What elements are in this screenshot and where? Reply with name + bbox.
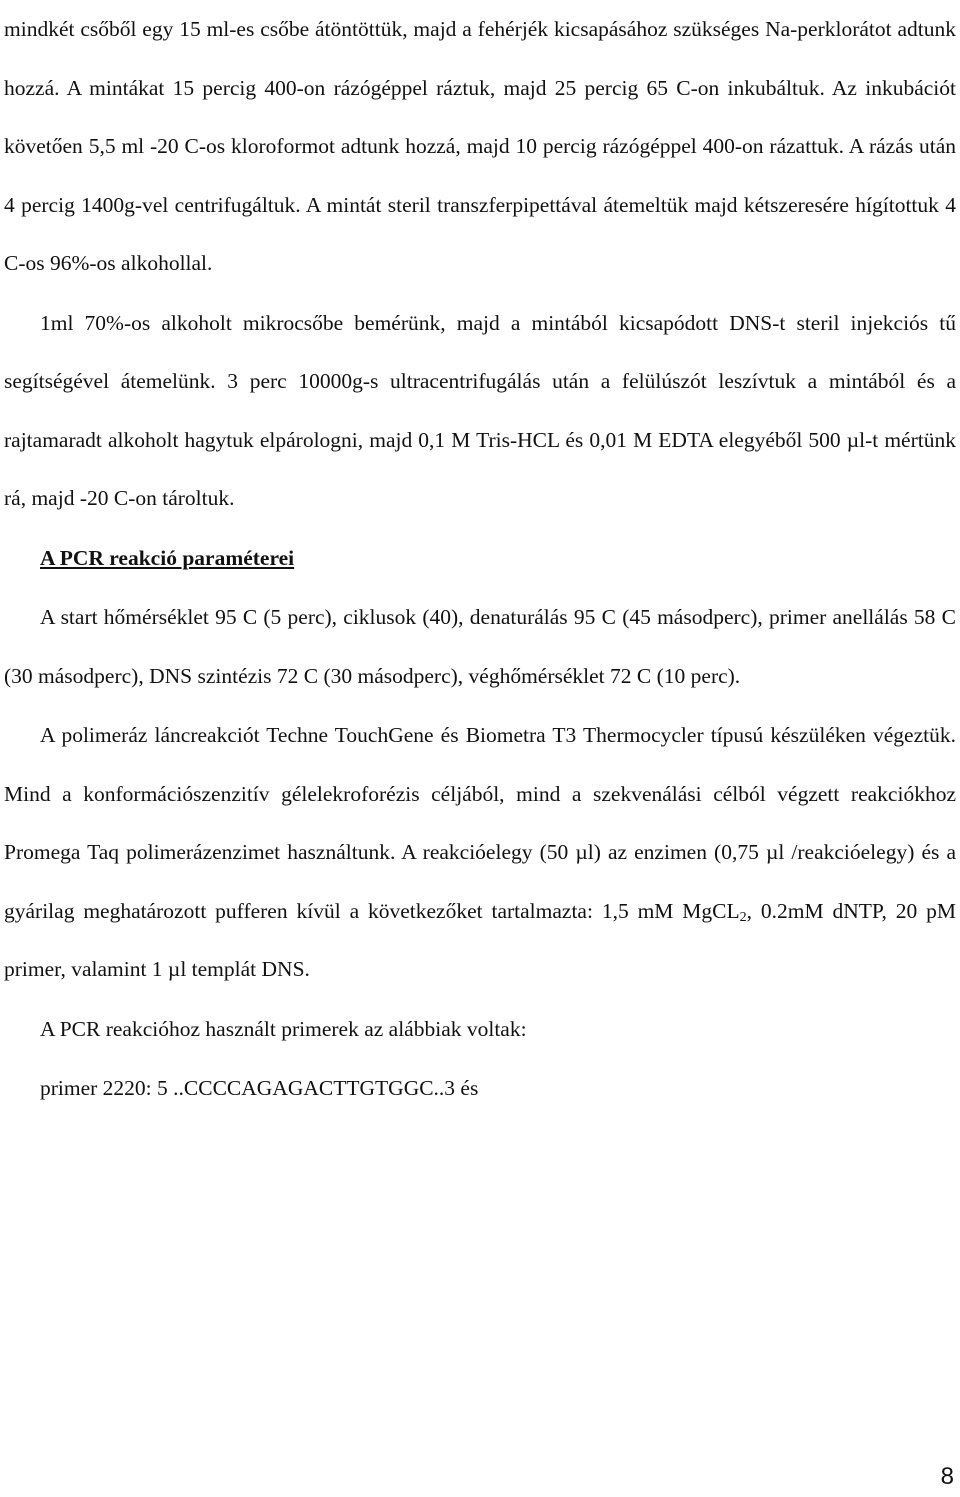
- paragraph-primer-sequence: primer 2220: 5 ..CCCCAGAGACTTGTGGC..3 és: [40, 1076, 479, 1100]
- paragraph-primers-intro: A PCR reakcióhoz használt primerek az alábbiak voltak:: [40, 1016, 527, 1041]
- paragraph-polymerase-text-1: A polimeráz láncreakciót Techne TouchGene és Biometra T3 Thermocycler típusú készüléken végeztük. Mind a konformációszenzitív gélelekroforézis céljából, mind a szekvenálási célból végzett reakciókhoz Promega Taq polimerázenzimet használtunk. A reakcióelegy (50 µl) az enzimen (0,75 µl /reakcióelegy) és a gyárilag meghatározott pufferen kívül a következőket tartalmazta: 1,5 mM MgCL: [4, 723, 956, 923]
- page-number: 8: [940, 1463, 954, 1490]
- paragraph-polymerase-text-2: , 0.2mM dNTP, 20 pM primer, valamint 1 µl templát DNS.: [4, 898, 956, 981]
- paragraph-pcr-parameters: A start hőmérséklet 95 C (5 perc), ciklusok (40), denaturálás 95 C (45 másodperc), primer anellálás 58 C (30 másodperc), DNS szintézis 72 C (30 másodperc), véghőmérséklet 72 C (10 perc).: [4, 605, 956, 688]
- paragraph-dna-precipitation: 1ml 70%-os alkoholt mikrocsőbe bemérünk, majd a mintából kicsapódott DNS-t steril injekciós tű segítségével átemelünk. 3 perc 10000g-s ultracentrifugálás után a felülúszót leszívtuk a mintából és a rajtamaradt alkoholt hagytuk elpárologni, majd 0,1 M Tris-HCL és 0,01 M EDTA elegyéből 500 µl-t mértünk rá, majd -20 C-on tároltuk.: [4, 310, 956, 510]
- paragraph-polymerase: [4, 706, 956, 999]
- section-heading-pcr: A PCR reakció paraméterei: [40, 545, 295, 570]
- paragraph-extraction: mindkét csőből egy 15 ml-es csőbe átöntöttük, majd a fehérjék kicsapásához szükséges Na-perklorátot adtunk hozzá. A mintákat 15 percig 400-on rázógéppel ráztuk, majd 25 percig 65 C-on inkubáltuk. Az inkubációt követően 5,5 ml -20 C-os kloroformot adtunk hozzá, majd 10 percig rázógéppel 400-on rázattuk. A rázás után 4 percig 1400g-vel centrifugáltuk. A mintát steril transzferpipettával átemeltük majd kétszeresére hígítottuk 4 C-os 96%-os alkohollal.: [4, 17, 956, 275]
- mgcl-subscript: 2: [739, 909, 747, 925]
